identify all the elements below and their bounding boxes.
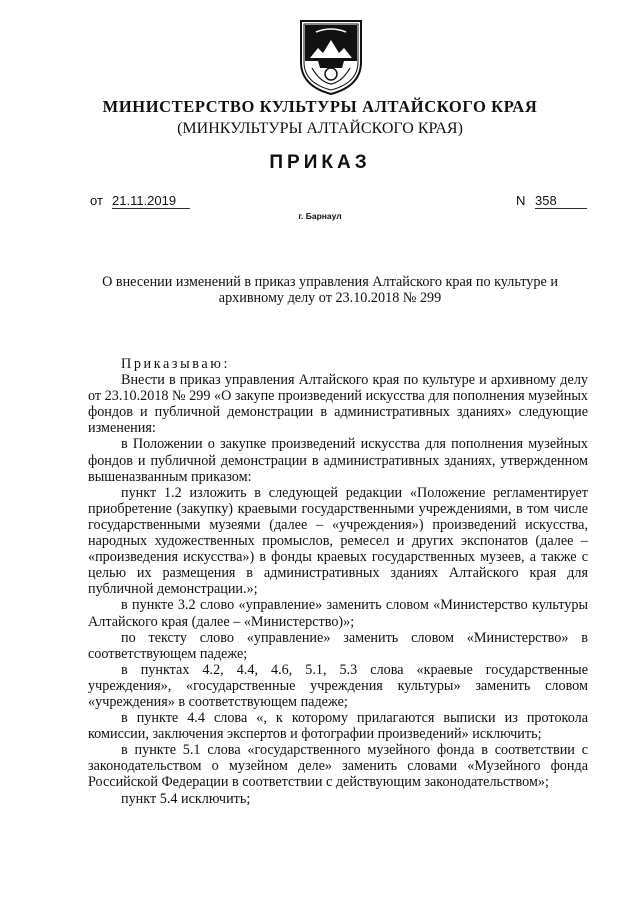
order-word: Приказываю: xyxy=(121,356,230,372)
body-paragraph: в пунктах 4.2, 4.4, 4.6, 5.1, 5.3 слова «краевые государственные учреждения», «государственные учреждения культуры» заменить словом «учреждения» в соответствующем падеже; xyxy=(88,661,588,710)
document-subject: О внесении изменений в приказ управления Алтайского края по культуре и архивному делу от 23.10.2018 № 299 xyxy=(102,274,558,306)
altai-krai-coat-of-arms-icon xyxy=(298,18,364,96)
body-paragraph: пункт 1.2 изложить в следующей редакции «Положение регламентирует приобретение (закупку) краевыми государственными учреждениями, в том числе государственными музеями (далее – «учреждения») произведений искусства, народных художественных промыслов, ремесел и других экспонатов (далее – «произведения искусства») в фонды краевых государственных музеев, а также с целью их размещения в административных зданиях Алтайского края для публичной демонстрации.»; xyxy=(88,484,588,598)
ministry-short-title: (МИНКУЛЬТУРЫ АЛТАЙСКОГО КРАЯ) xyxy=(177,120,463,137)
document-number: 358 xyxy=(535,193,587,209)
document-body xyxy=(88,356,588,807)
body-paragraph: в Положении о закупке произведений искусства для пополнения музейных фондов и публичной демонстрации в административных зданиях, утвержденном вышеназванным приказом: xyxy=(88,436,588,485)
date-label: от xyxy=(90,193,103,208)
body-paragraph: в пункте 4.4 слова «, к которому прилагаются выписки из протокола комиссии, заключения экспертов и фотографии произведений» исключить; xyxy=(88,710,588,743)
document-date: 21.11.2019 xyxy=(112,193,190,209)
body-paragraph: в пункте 3.2 слово «управление» заменить словом «Министерство культуры Алтайского края (далее – «Министерство)»; xyxy=(88,597,588,630)
document-type: ПРИКАЗ xyxy=(269,152,371,173)
ministry-title: МИНИСТЕРСТВО КУЛЬТУРЫ АЛТАЙСКОГО КРАЯ xyxy=(102,97,538,116)
body-paragraph: Внести в приказ управления Алтайского края по культуре и архивному делу от 23.10.2018 № 299 «О закупе произведений искусства для пополнения музейных фондов и публичной демонстрации в административных зданиях» следующие изменения: xyxy=(88,372,588,437)
body-paragraph: по тексту слово «управление» заменить словом «Министерство» в соответствующем падеже; xyxy=(88,629,588,662)
body-paragraph: в пункте 5.1 слова «государственного музейного фонда в соответствии с законодательством о музейном деле» заменить словами «Музейного фонда Российской Федерации в соответствии с действующим законодательством»; xyxy=(88,742,588,791)
number-label: N xyxy=(516,193,526,208)
city: г. Барнаул xyxy=(298,211,342,221)
body-paragraph: пункт 5.4 исключить; xyxy=(121,790,251,807)
